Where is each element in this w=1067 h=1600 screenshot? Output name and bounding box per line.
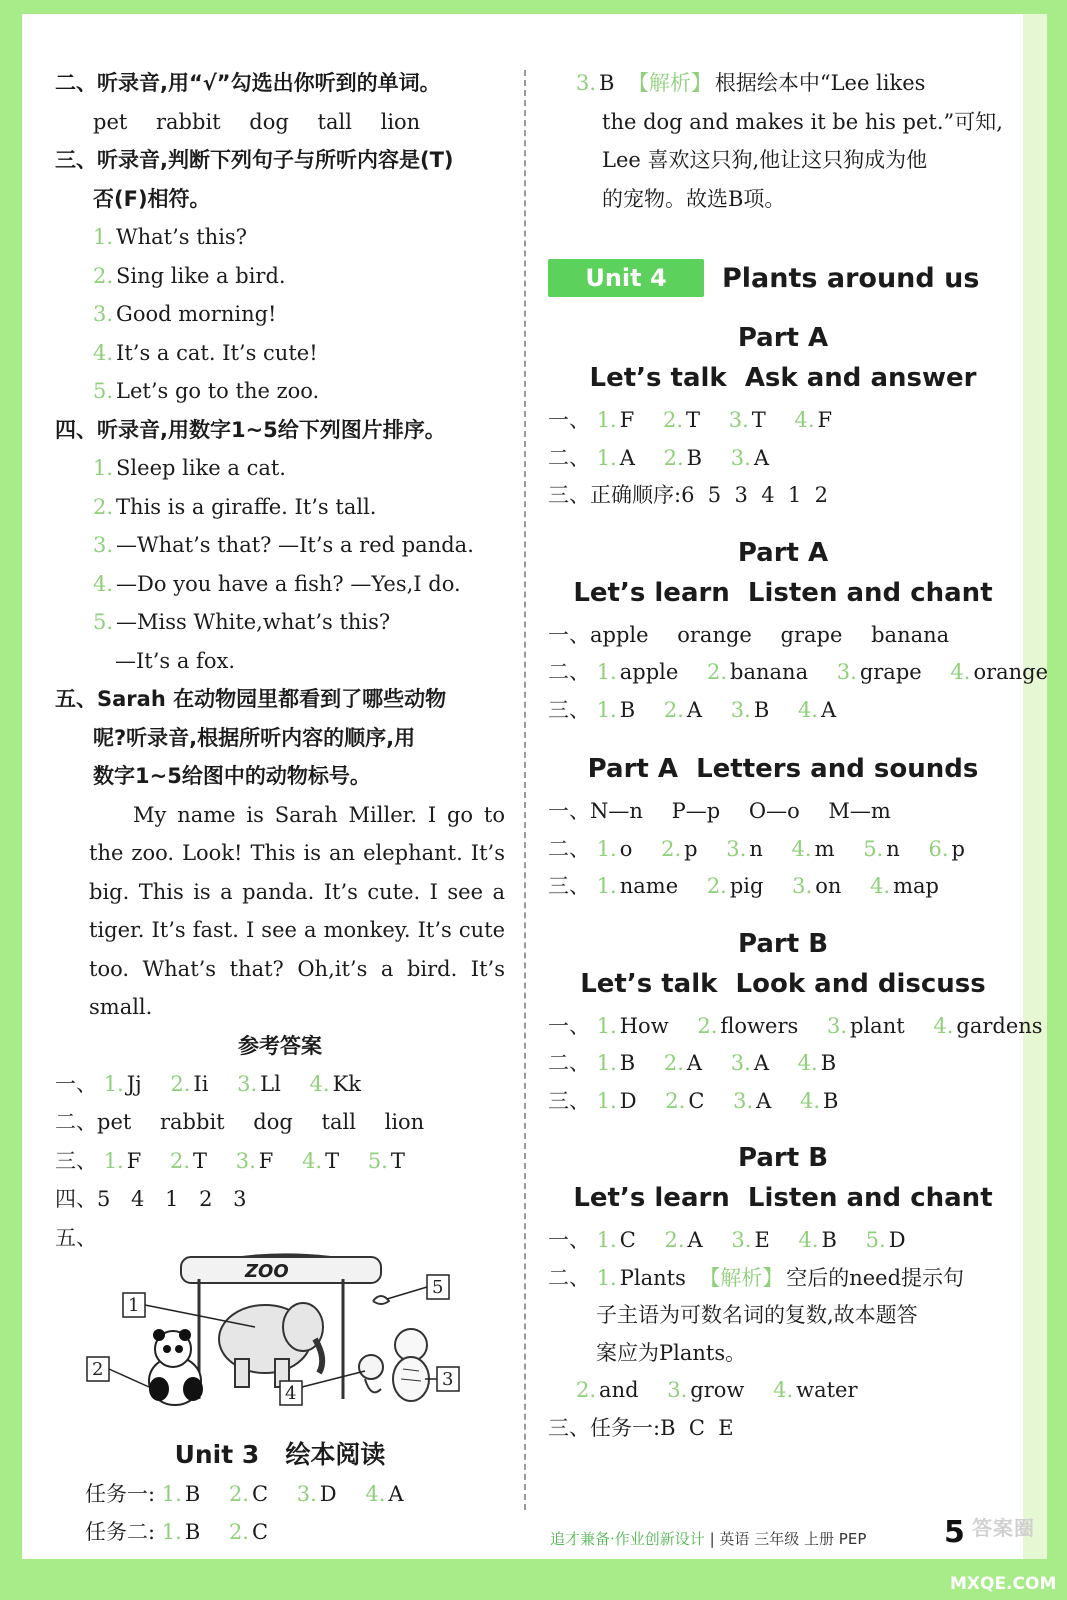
list-item: 3. Good morning! — [93, 302, 277, 326]
answer-row: 二、 1. o 2. p 3. n 4. m 5. n 6. p — [548, 836, 965, 861]
answer-row: 一、 1. How 2. flowers 3. plant 4. gardens — [548, 1013, 1043, 1038]
answer-row: 二、 1. A 2. B 3. A — [548, 445, 769, 470]
watermark-url: MXQE.COM — [950, 1574, 1057, 1594]
word-list — [55, 103, 505, 142]
answer-row: 二、 1. B 2. A 3. A 4. B — [548, 1051, 837, 1075]
page-number: 5 — [944, 1515, 965, 1550]
answer-row: 一、 1. Jj 2. Ii 3. Ll 4. Kk — [55, 1071, 361, 1096]
part-subheading: Let’s talk Ask and answer — [589, 363, 977, 393]
answer-row: 任务二: 1. B 2. C — [85, 1520, 269, 1544]
footer-volume: 上册 — [804, 1530, 835, 1548]
answer-row: 二、 1. Plants 【解析】 空后的need提示句 — [548, 1265, 965, 1290]
part-heading: Part B — [737, 1143, 829, 1173]
section-4-heading: 四、听录音,用数字1~5给下列图片排序。 — [55, 417, 446, 442]
passage: My name is Sarah Miller. I go to the zoo. Look! This is an elephant. It’s big. This is a panda. It’s cute. I see a tiger. It’s fast. I see a monkey. It’s cute too. What’s that? Oh,it’s a bird. It’s small. — [89, 802, 505, 1019]
list-item: 1. Sleep like a cat. — [93, 456, 286, 480]
answer-row: 三、 1. F 2. T 3. F 4. T 5. T — [55, 1148, 405, 1173]
answer-row: 三、 1. D 2. C 3. A 4. B — [548, 1088, 839, 1113]
footer-subject: 英语 — [719, 1530, 750, 1548]
answer-row: 二、pet rabbit dog tall lion — [55, 1110, 425, 1134]
answer-row: 三、 1. B 2. A 3. B 4. A — [548, 697, 837, 722]
answer-row: 2. and 3. grow 4. water — [576, 1378, 858, 1402]
answer-row: 四、5 4 1 2 3 — [55, 1187, 247, 1211]
list-item: 1. What’s this? — [93, 225, 247, 249]
column-divider — [524, 70, 526, 1510]
answer-row: 一、N—n P—p O—o M—m — [548, 799, 891, 823]
footer-brand: 追才兼备·作业创新设计 — [550, 1530, 705, 1548]
section-5-heading-cont: 呢?听录音,根据所听内容的顺序,用 — [93, 725, 416, 750]
explanation-line: 的宠物。故选B项。 — [602, 186, 786, 211]
word: rabbit — [156, 109, 221, 134]
footer-grade: 三年级 — [754, 1530, 800, 1548]
list-item-cont: —It’s a fox. — [115, 648, 235, 673]
zoo-label-4: 4 — [285, 1382, 297, 1404]
word: lion — [380, 109, 421, 134]
footer: 追才兼备·作业创新设计 | 英语 三年级 上册 PEP — [550, 1530, 867, 1548]
bottom-border — [0, 1559, 1067, 1600]
zoo-label-1: 1 — [128, 1294, 140, 1316]
unit-badge: Unit 4 — [548, 259, 704, 297]
list-item: 5. —Miss White,what’s this? — [93, 610, 391, 634]
zoo-sign-text: ZOO — [245, 1260, 289, 1282]
part-heading: Part B — [737, 928, 829, 959]
zoo-label-3: 3 — [442, 1368, 454, 1390]
answer-row: 三、正确顺序:6 5 3 4 1 2 — [548, 483, 828, 507]
zoo-label-2: 2 — [92, 1358, 104, 1380]
answer-row: 一、apple orange grape banana — [548, 622, 950, 647]
part-subheading: Let’s learn Listen and chant — [573, 1183, 993, 1213]
left-column — [55, 64, 505, 1552]
answer-row: 三、 1. name 2. pig 3. on 4. map — [548, 874, 939, 898]
section-3-heading: 三、听录音,判断下列句子与所听内容是(T) — [55, 148, 454, 172]
answer-row: 一、 1. F 2. T 3. T 4. F — [548, 408, 833, 432]
list-item: 4. It’s a cat. It’s cute! — [93, 340, 318, 365]
part-subheading: Let’s learn Listen and chant — [573, 577, 993, 608]
section-2-heading: 二、听录音,用“√”勾选出你听到的单词。 — [55, 71, 441, 95]
section-3-heading-cont: 否(F)相符。 — [93, 186, 211, 211]
zoo-illustration — [75, 1249, 505, 1419]
part-subheading: Let’s talk Look and discuss — [580, 968, 986, 999]
list-item: 2. This is a giraffe. It’s tall. — [93, 494, 377, 519]
answer-row: 任务一: 1. B 2. C 3. D 4. A — [85, 1481, 404, 1506]
right-margin-strip — [1023, 14, 1047, 1559]
explanation-line: 案应为Plants。 — [596, 1340, 747, 1365]
answer-row: 一、 1. C 2. A 3. E 4. B 5. D — [548, 1228, 906, 1252]
list-item: 4. —Do you have a fish? —Yes,I do. — [93, 571, 461, 596]
answer-row: 三、任务一:B C E — [548, 1415, 734, 1440]
explanation-line: the dog and makes it be his pet.”可知, — [602, 109, 1003, 134]
section-5-heading-cont: 数字1~5给图中的动物标号。 — [93, 764, 371, 788]
list-item: 2. Sing like a bird. — [93, 263, 286, 288]
explanation-line: Lee 喜欢这只狗,他让这只狗成为他 — [602, 148, 928, 172]
list-item: 3. —What’s that? —It’s a red panda. — [93, 533, 474, 557]
watermark: 答案圈 — [972, 1516, 1035, 1540]
list-item: 5. Let’s go to the zoo. — [93, 379, 320, 403]
word: pet — [93, 109, 128, 134]
word: dog — [249, 109, 289, 134]
unit-title: Plants around us — [722, 262, 980, 294]
explanation-line: 子主语为可数名词的复数,故本题答 — [596, 1303, 918, 1327]
word: tall — [317, 109, 352, 134]
part-heading: Part A — [737, 537, 829, 568]
answer-row: 五、 — [55, 1225, 97, 1250]
zoo-label-5: 5 — [432, 1276, 444, 1298]
right-column — [548, 64, 1049, 1447]
answer-row: 二、 1. apple 2. banana 3. grape 4. orange — [548, 660, 1049, 684]
answers-title: 参考答案 — [238, 1033, 322, 1058]
explanation: 3. B 【解析】 根据绘本中“Lee likes — [576, 71, 926, 95]
section-5-heading: 五、Sarah 在动物园里都看到了哪些动物 — [55, 687, 447, 711]
unit-3-heading: Unit 3 绘本阅读 — [174, 1439, 386, 1469]
footer-edition: PEP — [838, 1530, 867, 1548]
unit-4-header — [548, 256, 1018, 300]
part-heading: Part A — [737, 323, 829, 353]
part-heading: Part A Letters and sounds — [587, 754, 979, 784]
